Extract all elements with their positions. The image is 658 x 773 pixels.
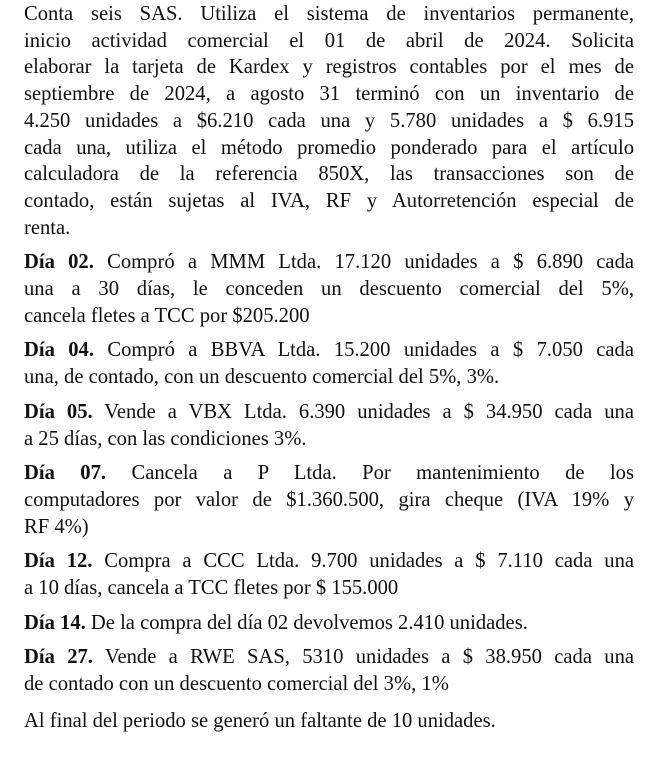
intro-line: contado, están sujetas al IVA, RF y Autorretención especial de (24, 189, 634, 212)
transaction-text: computadores por valor de $1.360.500, gira cheque (IVA 19% y (24, 488, 634, 511)
transaction-day-07 (24, 460, 634, 540)
transaction-day-12 (24, 548, 634, 601)
document-page (0, 1, 658, 773)
transaction-day-04 (24, 337, 634, 390)
transaction-text: Compró a MMM Ltda. 17.120 unidades a $ 6.890 cada (93, 251, 635, 274)
day-label: Día 04. (24, 339, 95, 362)
transaction-text: Compró a BBVA Ltda. 15.200 unidades a $ 7.050 cada (94, 339, 634, 362)
transaction-text: de contado con un descuento comercial del 3%, 1% (24, 673, 449, 696)
transaction-text: a 10 días, cancela a TCC fletes por $ 155.000 (24, 577, 399, 600)
day-label: Día 02. (24, 251, 94, 274)
transaction-text: Compra a CCC Ltda. 9.700 unidades a $ 7.110 cada una (92, 550, 635, 573)
transaction-text: RF 4%) (24, 515, 89, 538)
transaction-day-14 (24, 610, 634, 637)
day-label: Día 14. (24, 611, 86, 634)
intro-line: 4.250 unidades a $6.210 cada una y 5.780 unidades a $ 6.915 (24, 109, 634, 132)
intro-line: renta. (24, 216, 71, 239)
closing-text: Al final del periodo se generó un faltante de 10 unidades. (24, 709, 496, 732)
transaction-text: una, de contado, con un descuento comercial del 5%, 3%. (24, 366, 500, 389)
transaction-text: cancela fletes a TCC por $205.200 (24, 304, 310, 327)
transaction-text: De la compra del día 02 devolvemos 2.410 unidades. (85, 611, 528, 634)
transaction-text: Vende a RWE SAS, 5310 unidades a $ 38.950 cada una (92, 646, 635, 669)
intro-line: septiembre de 2024, a agosto 31 terminó con un inventario de (24, 83, 634, 106)
intro-line: inicio actividad comercial el 01 de abril de 2024. Solicita (24, 29, 634, 52)
intro-line: elaborar la tarjeta de Kardex y registros contables por el mes de (24, 56, 634, 79)
transaction-text: una a 30 días, le conceden un descuento comercial del 5%, (24, 278, 634, 301)
transaction-text: a 25 días, con las condiciones 3%. (24, 427, 307, 450)
transaction-text: Cancela a P Ltda. Por mantenimiento de los (106, 462, 634, 485)
day-label: Día 05. (24, 400, 93, 423)
day-label: Día 12. (24, 550, 93, 573)
transaction-day-27 (24, 644, 634, 697)
intro-paragraph (24, 1, 634, 241)
intro-line: calculadora de la referencia 850X, las transacciones son de (24, 163, 634, 186)
day-label: Día 27. (24, 646, 93, 669)
transaction-text: Vende a VBX Ltda. 6.390 unidades a $ 34.950 cada una (92, 400, 634, 423)
transaction-day-02 (24, 249, 634, 329)
closing-note (24, 708, 634, 735)
intro-line: cada una, utiliza el método promedio ponderado para el artículo (24, 136, 634, 159)
transaction-day-05 (24, 399, 634, 452)
intro-line: Conta seis SAS. Utiliza el sistema de inventarios permanente, (24, 3, 634, 25)
day-label: Día 07. (24, 462, 107, 485)
